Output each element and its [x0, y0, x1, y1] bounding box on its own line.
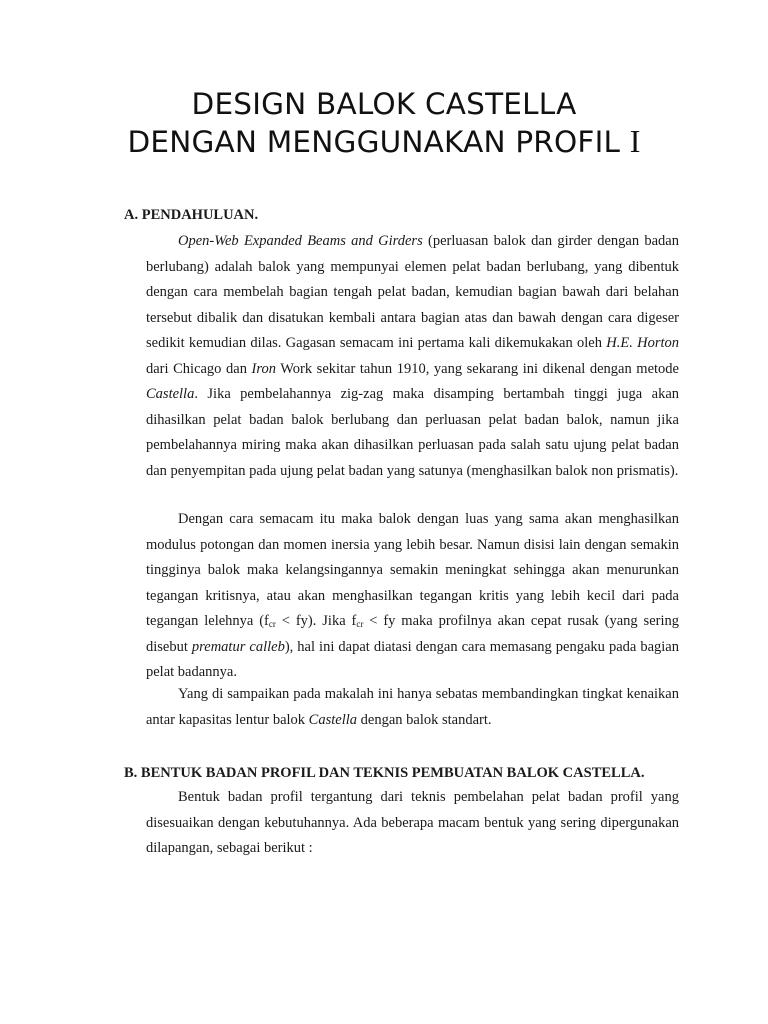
p1-span-6: Work sekitar tahun 1910, yang sekarang ini dikenal dengan metode [275, 360, 679, 377]
title-line-2-text: DENGAN MENGGUNAKAN PROFIL [127, 125, 621, 159]
p1-span-1: Open-Web Expanded Beams and Girders [178, 233, 423, 249]
p1-span-3: H.E. Horton [606, 335, 679, 351]
section-b-paragraph-1: Bentuk badan profil tergantung dari teknis pembelahan pelat badan profil yang disesuaikan dengan kebutuhannya. Ada beberapa macam bentuk yang sering dipergunakan dilapangan, sebagai berikut : [146, 789, 679, 856]
section-a-heading: A. PENDAHULUAN. [124, 207, 259, 223]
p3-span-2: Castella [308, 711, 358, 728]
section-a-paragraph-1 [146, 229, 679, 484]
p2-span-2: < fy). Jika f [275, 613, 357, 629]
title-suffix: I [629, 123, 641, 159]
p3-span-3: dengan balok standart. [357, 711, 492, 728]
title-line-2 [0, 123, 768, 161]
p2-span-5: ), hal ini dapat diatasi dengan cara memasang pengaku pada bagian pelat badannya. [146, 638, 679, 680]
p2-span-3: < fy maka profilnya akan cepat rusak (yang sering disebut [146, 613, 679, 655]
p2-subscript-1: cr [268, 619, 276, 629]
p3-span-1: Yang di sampaikan pada makalah ini hanya sebatas membandingkan tingkat kenaikan antar kapasitas lentur balok [146, 686, 679, 728]
p2-span-4: prematur calleb [191, 638, 285, 655]
p2-span-1: Dengan cara semacam itu maka balok dengan luas yang sama akan menghasilkan modulus potongan dan momen inersia yang lebih besar. Namun disisi lain dengan semakin tingginya balok maka kelangsingannya semakin meningkat sehingga akan menurunkan tegangan kritisnya, atau akan menghasilkan tegangan kritis yang lebih kecil dari pada tegangan lelehnya (f [146, 511, 679, 629]
p1-span-8: . Jika pembelahannya zig-zag maka disamping bertambah tinggi juga akan dihasilkan pelat badan balok berlubang dan perluasan pelat badan balok, namun jika pembelahannya miring maka akan dihasilkan perluasan pada salah satu ujung pelat badan dan penyempitan pada ujung pelat badan yang satunya (menghasilkan balok non prismatis). [146, 386, 679, 479]
section-b-heading: B. BENTUK BADAN PROFIL DAN TEKNIS PEMBUATAN BALOK CASTELLA. [124, 765, 645, 781]
section-a-paragraph-3 [146, 682, 679, 733]
document-title [0, 86, 768, 161]
p1-span-7: Castella [146, 386, 195, 402]
section-a-paragraph-2 [146, 507, 679, 686]
p1-span-5: Iron [251, 360, 276, 377]
p1-span-4: dari Chicago dan [146, 360, 252, 377]
p2-subscript-2: cr [356, 619, 364, 629]
p1-span-2: (perluasan balok dan girder dengan badan berlubang) adalah balok yang mempunyai elemen pelat badan berlubang, yang dibentuk dengan cara membelah bagian tengah pelat badan, kemudian bagian bawah dari belahan tersebut dibalik dan disatukan kembali antara bagian atas dan bawah dengan cara digeser sedikit kemudian dilas. Gagasan semacam ini pertama kali dikemukakan oleh [146, 233, 679, 351]
title-line-1: DESIGN BALOK CASTELLA [191, 87, 577, 121]
